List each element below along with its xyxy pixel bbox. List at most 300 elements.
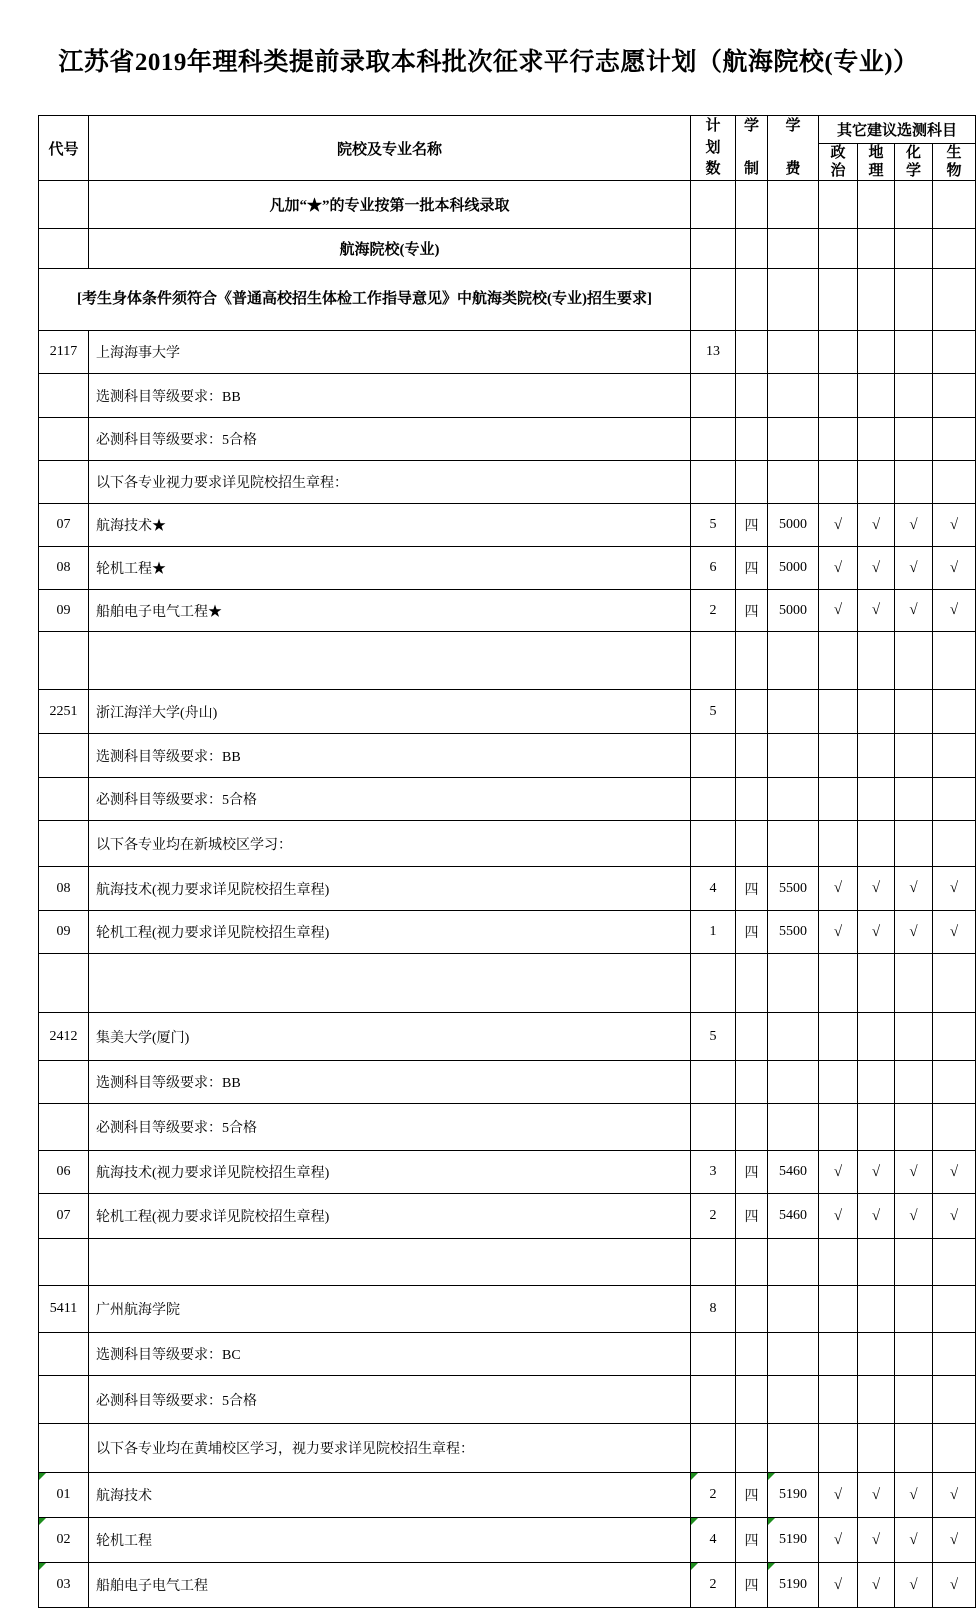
subject-check-cell bbox=[933, 690, 976, 734]
plan-count-cell bbox=[691, 461, 736, 504]
subject-check-cell: √ bbox=[819, 590, 858, 632]
code-cell: 07 bbox=[39, 504, 89, 547]
plan-table bbox=[38, 115, 976, 1608]
note-text: 选测科目等级要求：BC bbox=[89, 1333, 691, 1376]
plan-count-cell bbox=[691, 821, 736, 867]
tuition-cell bbox=[768, 269, 819, 331]
duration-cell bbox=[736, 1424, 768, 1473]
tuition-cell bbox=[768, 821, 819, 867]
table-row bbox=[39, 1104, 976, 1151]
page-title: 江苏省2019年理科类提前录取本科批次征求平行志愿计划（航海院校(专业)） bbox=[58, 49, 919, 76]
subject-check-cell bbox=[819, 418, 858, 461]
code-cell bbox=[39, 418, 89, 461]
code-cell bbox=[39, 461, 89, 504]
table-row bbox=[39, 504, 976, 547]
subject-check-cell bbox=[858, 331, 895, 374]
duration-cell bbox=[736, 632, 768, 690]
subject-check-cell: √ bbox=[858, 1473, 895, 1518]
subject-check-cell: √ bbox=[895, 911, 933, 954]
subject-check-cell bbox=[819, 1376, 858, 1424]
school-major-name: 船舶电子电气工程★ bbox=[89, 590, 691, 632]
tuition-cell bbox=[768, 954, 819, 1013]
subject-check-cell bbox=[819, 1239, 858, 1286]
excel-flag-triangle-icon bbox=[39, 1563, 46, 1570]
table-row bbox=[39, 1013, 976, 1061]
subject-check-cell bbox=[895, 1333, 933, 1376]
duration-cell: 四 bbox=[736, 1194, 768, 1239]
subject-check-cell: √ bbox=[933, 547, 976, 590]
tuition-cell bbox=[768, 778, 819, 821]
tuition-cell: 5190 bbox=[768, 1518, 819, 1563]
subject-check-cell: √ bbox=[819, 1194, 858, 1239]
table-row bbox=[39, 734, 976, 778]
subject-check-cell bbox=[933, 1104, 976, 1151]
subject-check-cell bbox=[819, 1104, 858, 1151]
duration-cell bbox=[736, 778, 768, 821]
col-header-subjects-group: 其它建议选测科目 bbox=[819, 116, 976, 144]
subject-check-cell bbox=[933, 778, 976, 821]
tuition-cell: 5000 bbox=[768, 504, 819, 547]
tuition-cell bbox=[768, 734, 819, 778]
subject-check-cell bbox=[858, 1424, 895, 1473]
tuition-cell bbox=[768, 1424, 819, 1473]
excel-flag-triangle-icon bbox=[691, 1473, 698, 1480]
subject-check-cell: √ bbox=[933, 504, 976, 547]
plan-count-cell bbox=[691, 954, 736, 1013]
subject-check-cell bbox=[819, 690, 858, 734]
subject-check-cell bbox=[933, 1286, 976, 1333]
table-header bbox=[39, 116, 976, 181]
subject-check-cell bbox=[819, 734, 858, 778]
subject-check-cell bbox=[895, 690, 933, 734]
subject-check-cell bbox=[895, 418, 933, 461]
school-major-name: 浙江海洋大学(舟山) bbox=[89, 690, 691, 734]
plan-count-cell: 6 bbox=[691, 547, 736, 590]
plan-count-cell: 2 bbox=[691, 1563, 736, 1608]
subject-check-cell bbox=[933, 1376, 976, 1424]
subject-check-cell: √ bbox=[819, 1518, 858, 1563]
subject-check-cell bbox=[895, 1061, 933, 1104]
note-text: [考生身体条件须符合《普通高校招生体检工作指导意见》中航海类院校(专业)招生要求] bbox=[39, 269, 691, 331]
plan-count-cell: 4 bbox=[691, 1518, 736, 1563]
subject-check-cell: √ bbox=[933, 590, 976, 632]
duration-cell bbox=[736, 734, 768, 778]
duration-cell bbox=[736, 229, 768, 269]
duration-cell: 四 bbox=[736, 590, 768, 632]
note-text: 必测科目等级要求：5合格 bbox=[89, 418, 691, 461]
duration-cell bbox=[736, 1061, 768, 1104]
table-row bbox=[39, 461, 976, 504]
table-row bbox=[39, 867, 976, 911]
school-major-name: 广州航海学院 bbox=[89, 1286, 691, 1333]
duration-cell bbox=[736, 1376, 768, 1424]
code-cell bbox=[39, 1376, 89, 1424]
tuition-cell: 5000 bbox=[768, 547, 819, 590]
subject-check-cell bbox=[858, 734, 895, 778]
subject-check-cell bbox=[933, 734, 976, 778]
plan-count-cell: 13 bbox=[691, 331, 736, 374]
subject-check-cell: √ bbox=[895, 1194, 933, 1239]
duration-cell: 四 bbox=[736, 1563, 768, 1608]
subject-check-cell bbox=[933, 1013, 976, 1061]
tuition-cell bbox=[768, 632, 819, 690]
subject-check-cell: √ bbox=[819, 911, 858, 954]
school-major-name: 航海技术★ bbox=[89, 504, 691, 547]
plan-count-cell bbox=[691, 1376, 736, 1424]
tuition-cell bbox=[768, 461, 819, 504]
subject-check-cell bbox=[895, 1424, 933, 1473]
note-text: 选测科目等级要求：BB bbox=[89, 374, 691, 418]
plan-count-cell: 1 bbox=[691, 911, 736, 954]
table-row bbox=[39, 1239, 976, 1286]
note-text: 选测科目等级要求：BB bbox=[89, 734, 691, 778]
plan-count-cell bbox=[691, 229, 736, 269]
subject-check-cell bbox=[858, 632, 895, 690]
subject-check-cell bbox=[895, 374, 933, 418]
excel-flag-triangle-icon bbox=[768, 1563, 775, 1570]
subject-check-cell bbox=[895, 181, 933, 229]
plan-count-cell bbox=[691, 632, 736, 690]
subject-check-cell bbox=[819, 269, 858, 331]
table-row bbox=[39, 954, 976, 1013]
table-row bbox=[39, 690, 976, 734]
subject-check-cell bbox=[933, 1061, 976, 1104]
duration-cell bbox=[736, 1333, 768, 1376]
table-row bbox=[39, 269, 976, 331]
duration-cell bbox=[736, 374, 768, 418]
tuition-cell bbox=[768, 1333, 819, 1376]
table-row bbox=[39, 1563, 976, 1608]
subject-check-cell bbox=[819, 1286, 858, 1333]
school-major-name: 轮机工程(视力要求详见院校招生章程) bbox=[89, 911, 691, 954]
section-title: 航海院校(专业) bbox=[89, 229, 691, 269]
code-cell: 2412 bbox=[39, 1013, 89, 1061]
code-cell: 08 bbox=[39, 867, 89, 911]
plan-count-cell bbox=[691, 1239, 736, 1286]
duration-cell bbox=[736, 1013, 768, 1061]
duration-cell: 四 bbox=[736, 1518, 768, 1563]
duration-cell: 四 bbox=[736, 1473, 768, 1518]
subject-check-cell bbox=[895, 632, 933, 690]
tuition-cell: 5500 bbox=[768, 911, 819, 954]
duration-cell bbox=[736, 954, 768, 1013]
code-cell bbox=[39, 1424, 89, 1473]
school-major-name: 轮机工程★ bbox=[89, 547, 691, 590]
note-text: 选测科目等级要求：BB bbox=[89, 1061, 691, 1104]
plan-count-cell bbox=[691, 181, 736, 229]
code-cell bbox=[39, 374, 89, 418]
note-text: 以下各专业均在黄埔校区学习，视力要求详见院校招生章程： bbox=[89, 1424, 691, 1473]
plan-count-cell bbox=[691, 778, 736, 821]
table-row bbox=[39, 1194, 976, 1239]
subject-check-cell: √ bbox=[895, 1473, 933, 1518]
code-cell: 09 bbox=[39, 590, 89, 632]
section-title: 凡加“★”的专业按第一批本科线录取 bbox=[89, 181, 691, 229]
tuition-cell: 5190 bbox=[768, 1563, 819, 1608]
subject-check-cell: √ bbox=[819, 1151, 858, 1194]
table-row bbox=[39, 778, 976, 821]
subject-check-cell bbox=[858, 269, 895, 331]
subject-check-cell bbox=[895, 734, 933, 778]
col-header-code: 代号 bbox=[39, 116, 89, 181]
tuition-cell bbox=[768, 181, 819, 229]
subject-check-cell bbox=[895, 954, 933, 1013]
table-row bbox=[39, 181, 976, 229]
subject-check-cell bbox=[895, 1239, 933, 1286]
col-header-biology: 生 物 bbox=[933, 144, 976, 181]
school-major-name: 航海技术(视力要求详见院校招生章程) bbox=[89, 867, 691, 911]
subject-check-cell bbox=[895, 1376, 933, 1424]
subject-check-cell: √ bbox=[858, 504, 895, 547]
subject-check-cell bbox=[819, 374, 858, 418]
subject-check-cell: √ bbox=[933, 1151, 976, 1194]
tuition-cell: 5190 bbox=[768, 1473, 819, 1518]
excel-flag-triangle-icon bbox=[691, 1563, 698, 1570]
subject-check-cell: √ bbox=[933, 867, 976, 911]
plan-count-cell bbox=[691, 269, 736, 331]
plan-count-cell: 2 bbox=[691, 1473, 736, 1518]
plan-count-cell: 3 bbox=[691, 1151, 736, 1194]
subject-check-cell bbox=[933, 632, 976, 690]
subject-check-cell bbox=[858, 690, 895, 734]
subject-check-cell bbox=[933, 1424, 976, 1473]
school-major-name: 船舶电子电气工程 bbox=[89, 1563, 691, 1608]
tuition-cell bbox=[768, 1239, 819, 1286]
subject-check-cell bbox=[933, 269, 976, 331]
subject-check-cell bbox=[933, 821, 976, 867]
table-row bbox=[39, 911, 976, 954]
table-row bbox=[39, 1061, 976, 1104]
duration-cell bbox=[736, 1286, 768, 1333]
subject-check-cell bbox=[933, 374, 976, 418]
subject-check-cell bbox=[933, 229, 976, 269]
col-header-plan: 计 划 数 bbox=[691, 116, 736, 181]
tuition-cell bbox=[768, 1013, 819, 1061]
subject-check-cell: √ bbox=[819, 867, 858, 911]
code-cell bbox=[39, 1104, 89, 1151]
table-row bbox=[39, 1518, 976, 1563]
note-text: 必测科目等级要求：5合格 bbox=[89, 1376, 691, 1424]
table-row bbox=[39, 1473, 976, 1518]
code-cell: 03 bbox=[39, 1563, 89, 1608]
table-row bbox=[39, 1286, 976, 1333]
code-cell: 09 bbox=[39, 911, 89, 954]
tuition-cell: 5460 bbox=[768, 1151, 819, 1194]
duration-cell bbox=[736, 269, 768, 331]
table-row bbox=[39, 418, 976, 461]
note-text: 以下各专业视力要求详见院校招生章程： bbox=[89, 461, 691, 504]
plan-count-cell bbox=[691, 1104, 736, 1151]
duration-cell bbox=[736, 1104, 768, 1151]
code-cell: 07 bbox=[39, 1194, 89, 1239]
school-major-name: 轮机工程(视力要求详见院校招生章程) bbox=[89, 1194, 691, 1239]
subject-check-cell bbox=[819, 1013, 858, 1061]
subject-check-cell: √ bbox=[819, 1473, 858, 1518]
table-row bbox=[39, 229, 976, 269]
subject-check-cell bbox=[858, 374, 895, 418]
tuition-cell bbox=[768, 1061, 819, 1104]
tuition-cell bbox=[768, 418, 819, 461]
tuition-cell bbox=[768, 1286, 819, 1333]
code-cell: 08 bbox=[39, 547, 89, 590]
note-text: 必测科目等级要求：5合格 bbox=[89, 1104, 691, 1151]
subject-check-cell: √ bbox=[895, 1563, 933, 1608]
note-text: 以下各专业均在新城校区学习： bbox=[89, 821, 691, 867]
col-header-chemistry: 化 学 bbox=[895, 144, 933, 181]
code-cell: 02 bbox=[39, 1518, 89, 1563]
plan-count-cell: 5 bbox=[691, 690, 736, 734]
plan-count-cell: 5 bbox=[691, 1013, 736, 1061]
subject-check-cell bbox=[858, 1061, 895, 1104]
duration-cell bbox=[736, 461, 768, 504]
subject-check-cell bbox=[895, 269, 933, 331]
subject-check-cell: √ bbox=[858, 590, 895, 632]
subject-check-cell bbox=[858, 229, 895, 269]
excel-flag-triangle-icon bbox=[691, 1518, 698, 1525]
subject-check-cell bbox=[895, 1013, 933, 1061]
subject-check-cell bbox=[858, 821, 895, 867]
subject-check-cell bbox=[895, 1286, 933, 1333]
subject-check-cell bbox=[819, 1061, 858, 1104]
duration-cell: 四 bbox=[736, 547, 768, 590]
excel-flag-triangle-icon bbox=[768, 1473, 775, 1480]
school-major-name: 轮机工程 bbox=[89, 1518, 691, 1563]
excel-flag-triangle-icon bbox=[768, 1518, 775, 1525]
subject-check-cell bbox=[819, 461, 858, 504]
plan-count-cell bbox=[691, 1424, 736, 1473]
subject-check-cell: √ bbox=[858, 547, 895, 590]
duration-cell bbox=[736, 331, 768, 374]
subject-check-cell: √ bbox=[895, 867, 933, 911]
col-header-name: 院校及专业名称 bbox=[89, 116, 691, 181]
subject-check-cell bbox=[858, 1286, 895, 1333]
school-major-name: 航海技术 bbox=[89, 1473, 691, 1518]
subject-check-cell bbox=[933, 331, 976, 374]
subject-check-cell bbox=[895, 778, 933, 821]
subject-check-cell bbox=[858, 461, 895, 504]
tuition-cell: 5500 bbox=[768, 867, 819, 911]
code-cell: 01 bbox=[39, 1473, 89, 1518]
subject-check-cell: √ bbox=[858, 911, 895, 954]
subject-check-cell: √ bbox=[895, 504, 933, 547]
table-row bbox=[39, 821, 976, 867]
subject-check-cell bbox=[895, 1104, 933, 1151]
subject-check-cell bbox=[858, 954, 895, 1013]
school-major-name bbox=[89, 632, 691, 690]
code-cell bbox=[39, 1239, 89, 1286]
duration-cell: 四 bbox=[736, 1151, 768, 1194]
table-row bbox=[39, 331, 976, 374]
code-cell bbox=[39, 229, 89, 269]
school-major-name bbox=[89, 954, 691, 1013]
code-cell bbox=[39, 778, 89, 821]
subject-check-cell bbox=[819, 1424, 858, 1473]
subject-check-cell: √ bbox=[819, 504, 858, 547]
subject-check-cell bbox=[858, 181, 895, 229]
subject-check-cell bbox=[819, 331, 858, 374]
subject-check-cell bbox=[858, 1333, 895, 1376]
subject-check-cell bbox=[858, 1013, 895, 1061]
tuition-cell bbox=[768, 690, 819, 734]
col-header-duration: 学 制 bbox=[736, 116, 768, 181]
subject-check-cell bbox=[858, 1104, 895, 1151]
excel-flag-triangle-icon bbox=[39, 1518, 46, 1525]
subject-check-cell: √ bbox=[933, 1563, 976, 1608]
subject-check-cell bbox=[819, 1333, 858, 1376]
tuition-cell bbox=[768, 1104, 819, 1151]
table-row bbox=[39, 590, 976, 632]
note-text: 必测科目等级要求：5合格 bbox=[89, 778, 691, 821]
school-major-name: 上海海事大学 bbox=[89, 331, 691, 374]
code-cell bbox=[39, 821, 89, 867]
code-cell: 06 bbox=[39, 1151, 89, 1194]
table-row bbox=[39, 1376, 976, 1424]
duration-cell bbox=[736, 821, 768, 867]
subject-check-cell bbox=[933, 418, 976, 461]
table-row bbox=[39, 374, 976, 418]
subject-check-cell: √ bbox=[895, 547, 933, 590]
code-cell bbox=[39, 1333, 89, 1376]
subject-check-cell: √ bbox=[819, 1563, 858, 1608]
subject-check-cell bbox=[933, 1239, 976, 1286]
duration-cell: 四 bbox=[736, 504, 768, 547]
plan-count-cell bbox=[691, 734, 736, 778]
table-body bbox=[39, 181, 976, 1608]
subject-check-cell: √ bbox=[933, 1194, 976, 1239]
subject-check-cell bbox=[933, 954, 976, 1013]
subject-check-cell: √ bbox=[819, 547, 858, 590]
subject-check-cell bbox=[933, 1333, 976, 1376]
duration-cell: 四 bbox=[736, 911, 768, 954]
subject-check-cell bbox=[858, 778, 895, 821]
code-cell: 2251 bbox=[39, 690, 89, 734]
col-header-politics: 政 治 bbox=[819, 144, 858, 181]
tuition-cell bbox=[768, 229, 819, 269]
table-row bbox=[39, 1151, 976, 1194]
duration-cell bbox=[736, 181, 768, 229]
plan-count-cell bbox=[691, 1333, 736, 1376]
table-row bbox=[39, 632, 976, 690]
subject-check-cell: √ bbox=[858, 1194, 895, 1239]
subject-check-cell bbox=[895, 331, 933, 374]
subject-check-cell bbox=[819, 778, 858, 821]
school-major-name bbox=[89, 1239, 691, 1286]
subject-check-cell: √ bbox=[933, 1473, 976, 1518]
tuition-cell bbox=[768, 1376, 819, 1424]
subject-check-cell: √ bbox=[858, 1563, 895, 1608]
subject-check-cell: √ bbox=[858, 1518, 895, 1563]
school-major-name: 集美大学(厦门) bbox=[89, 1013, 691, 1061]
col-header-geography: 地 理 bbox=[858, 144, 895, 181]
code-cell bbox=[39, 1061, 89, 1104]
subject-check-cell bbox=[819, 181, 858, 229]
subject-check-cell: √ bbox=[895, 590, 933, 632]
code-cell: 5411 bbox=[39, 1286, 89, 1333]
tuition-cell: 5000 bbox=[768, 590, 819, 632]
table-row bbox=[39, 1333, 976, 1376]
code-cell bbox=[39, 632, 89, 690]
duration-cell bbox=[736, 1239, 768, 1286]
subject-check-cell bbox=[858, 1376, 895, 1424]
plan-count-cell bbox=[691, 418, 736, 461]
subject-check-cell bbox=[933, 461, 976, 504]
subject-check-cell: √ bbox=[895, 1518, 933, 1563]
col-header-tuition: 学 费 bbox=[768, 116, 819, 181]
plan-count-cell: 5 bbox=[691, 504, 736, 547]
duration-cell bbox=[736, 418, 768, 461]
duration-cell: 四 bbox=[736, 867, 768, 911]
table-row bbox=[39, 547, 976, 590]
